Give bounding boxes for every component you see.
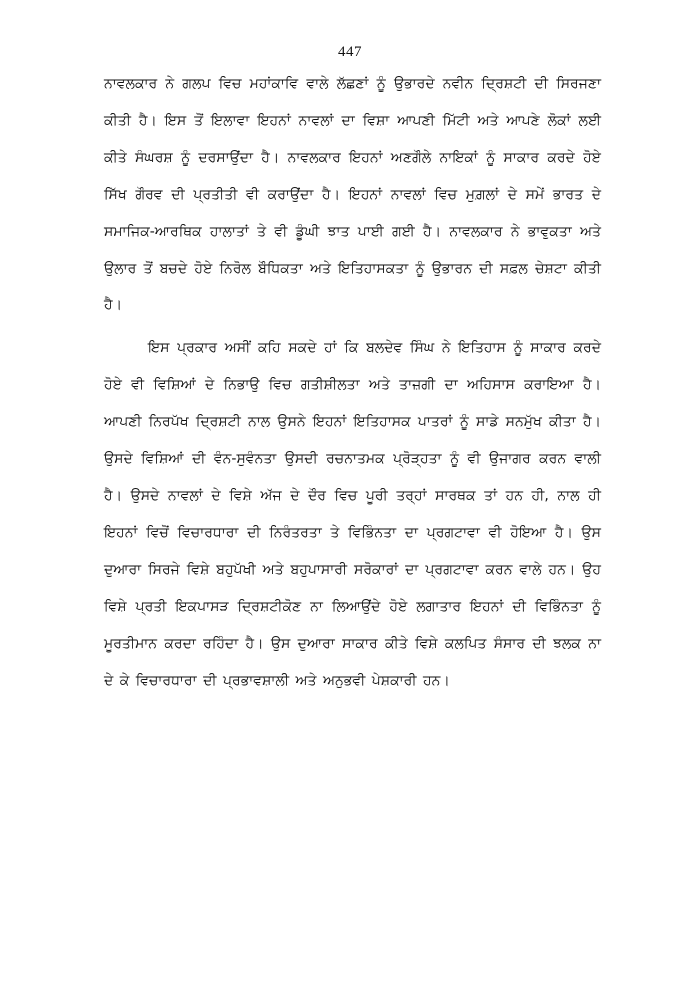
paragraph-2: ਇਸ ਪ੍ਰਕਾਰ ਅਸੀਂ ਕਹਿ ਸਕਦੇ ਹਾਂ ਕਿ ਬਲਦੇਵ ਸਿੰਘ ਨੇ ਇਤਿਹਾਸ ਨੂੰ ਸਾਕਾਰ ਕਰਦੇ ਹੋਏ ਵੀ ਵਿਸ਼ਿਆਂ ਦੇ ਨਿਭਾਉ ਵਿਚ ਗਤੀਸ਼ੀਲਤਾ ਅਤੇ ਤਾਜ਼ਗੀ ਦਾ ਅਹਿਸਾਸ ਕਰਾਇਆ ਹੈ। ਆਪਣੀ ਨਿਰਪੱਖ ਦ੍ਰਿਸ਼ਟੀ ਨਾਲ ਉਸਨੇ ਇਹਨਾਂ ਇਤਿਹਾਸਕ ਪਾਤਰਾਂ ਨੂੰ ਸਾਡੇ ਸਨਮੁੱਖ ਕੀਤਾ ਹੈ। ਉਸਦੇ ਵਿਸ਼ਿਆਂ ਦੀ ਵੰਨ-ਸੁਵੰਨਤਾ ਉਸਦੀ ਰਚਨਾਤਮਕ ਪ੍ਰੋੜ੍ਹਤਾ ਨੂੰ ਵੀ ਉਜਾਗਰ ਕਰਨ ਵਾਲੀ ਹੈ। ਉਸਦੇ ਨਾਵਲਾਂ ਦੇ ਵਿਸ਼ੇ ਅੱਜ ਦੇ ਦੌਰ ਵਿਚ ਪੂਰੀ ਤਰ੍ਹਾਂ ਸਾਰਥਕ ਤਾਂ ਹਨ ਹੀ, ਨਾਲ ਹੀ ਇਹਨਾਂ ਵਿਚੋਂ ਵਿਚਾਰਧਾਰਾ ਦੀ ਨਿਰੰਤਰਤਾ ਤੇ ਵਿਭਿੰਨਤਾ ਦਾ ਪ੍ਰਗਟਾਵਾ ਵੀ ਹੋਇਆ ਹੈ। ਉਸ ਦੁਆਰਾ ਸਿਰਜੇ ਵਿਸ਼ੇ ਬਹੁਪੱਖੀ ਅਤੇ ਬਹੁਪਾਸਾਰੀ ਸਰੋਕਾਰਾਂ ਦਾ ਪ੍ਰਗਟਾਵਾ ਕਰਨ ਵਾਲੇ ਹਨ। ਉਹ ਵਿਸ਼ੇ ਪ੍ਰਤੀ ਇਕਪਾਸੜ ਦ੍ਰਿਸ਼ਟੀਕੋਣ ਨਾ ਲਿਆਉਂਦੇ ਹੋਏ ਲਗਾਤਾਰ ਇਹਨਾਂ ਦੀ ਵਿਭਿੰਨਤਾ ਨੂੰ ਮੂਰਤੀਮਾਨ ਕਰਦਾ ਰਹਿੰਦਾ ਹੈ। ਉਸ ਦੁਆਰਾ ਸਾਕਾਰ ਕੀਤੇ ਵਿਸ਼ੇ ਕਲਪਿਤ ਸੰਸਾਰ ਦੀ ਝਲਕ ਨਾ ਦੇ ਕੇ ਵਿਚਾਰਧਾਰਾ ਦੀ ਪ੍ਰਭਾਵਸ਼ਾਲੀ ਅਤੇ ਅਨੁਭਵੀ ਪੇਸ਼ਕਾਰੀ ਹਨ।: [104, 340, 601, 689]
paragraph-1: ਨਾਵਲਕਾਰ ਨੇ ਗਲਪ ਵਿਚ ਮਹਾਂਕਾਵਿ ਵਾਲੇ ਲੱਛਣਾਂ ਨੂੰ ਉਭਾਰਦੇ ਨਵੀਨ ਦ੍ਰਿਸ਼ਟੀ ਦੀ ਸਿਰਜਣਾ ਕੀਤੀ ਹੈ। ਇਸ ਤੋਂ ਇਲਾਵਾ ਇਹਨਾਂ ਨਾਵਲਾਂ ਦਾ ਵਿਸ਼ਾ ਆਪਣੀ ਮਿੱਟੀ ਅਤੇ ਆਪਣੇ ਲੋਕਾਂ ਲਈ ਕੀਤੇ ਸੰਘਰਸ਼ ਨੂੰ ਦਰਸਾਉਂਦਾ ਹੈ। ਨਾਵਲਕਾਰ ਇਹਨਾਂ ਅਣਗੌਲੇ ਨਾਇਕਾਂ ਨੂੰ ਸਾਕਾਰ ਕਰਦੇ ਹੋਏ ਸਿੱਖ ਗੌਰਵ ਦੀ ਪ੍ਰਤੀਤੀ ਵੀ ਕਰਾਉਂਦਾ ਹੈ। ਇਹਨਾਂ ਨਾਵਲਾਂ ਵਿਚ ਮੁਗ਼ਲਾਂ ਦੇ ਸਮੇਂ ਭਾਰਤ ਦੇ ਸਮਾਜਿਕ-ਆਰਥਿਕ ਹਾਲਾਤਾਂ ਤੇ ਵੀ ਡੂੰਘੀ ਝਾਤ ਪਾਈ ਗਈ ਹੈ। ਨਾਵਲਕਾਰ ਨੇ ਭਾਵੁਕਤਾ ਅਤੇ ਉਲਾਰ ਤੋਂ ਬਚਦੇ ਹੋਏ ਨਿਰੋਲ ਬੌਧਿਕਤਾ ਅਤੇ ਇਤਿਹਾਸਕਤਾ ਨੂੰ ਉਭਾਰਨ ਦੀ ਸਫ਼ਲ ਚੇਸ਼ਟਾ ਕੀਤੀ ਹੈ।: [104, 76, 601, 314]
page-number: 447: [338, 44, 362, 60]
document-body: [104, 66, 601, 699]
